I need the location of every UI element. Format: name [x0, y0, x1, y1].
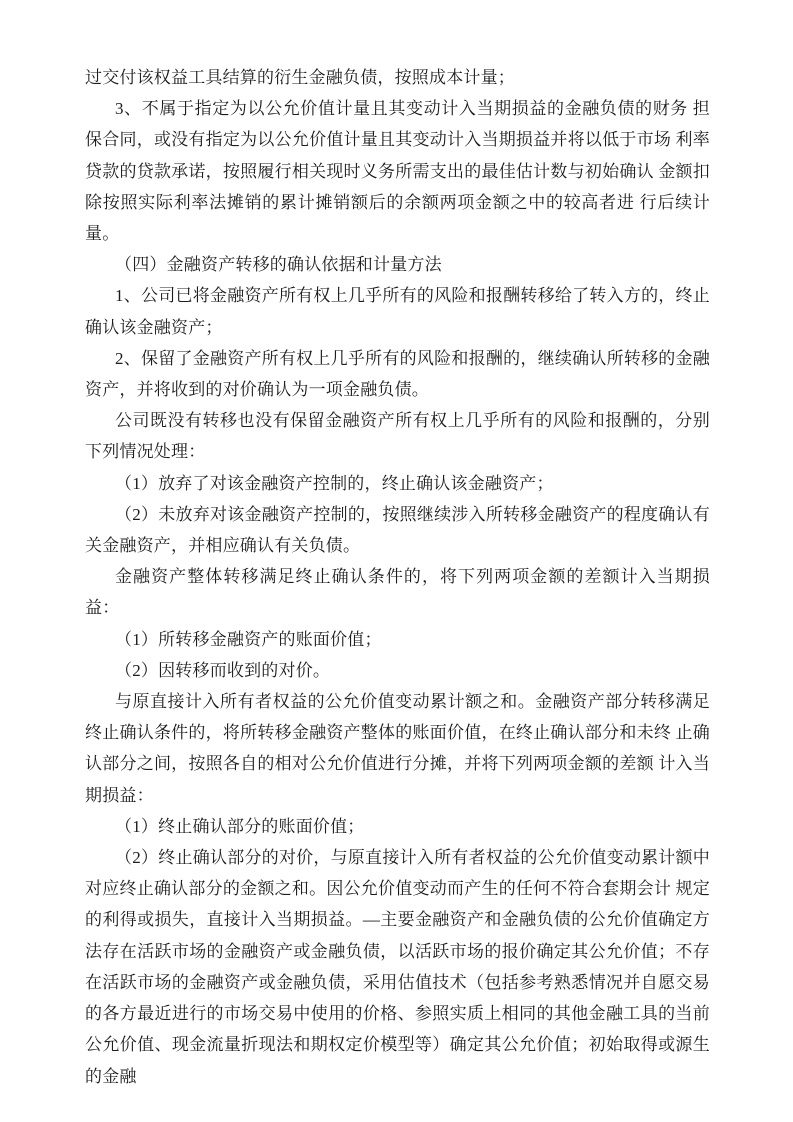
paragraph-subitem-1: （1）放弃了对该金融资产控制的，终止确认该金融资产； — [115, 473, 554, 493]
paragraph-subitem-1: （1）终止确认部分的账面价值； — [115, 816, 365, 836]
document-body — [85, 62, 710, 1092]
paragraph-subitem-1: （1）所转移金融资产的账面价值； — [115, 629, 382, 649]
paragraph: 与原直接计入所有者权益的公允价值变动累计额之和。金融资产部分转移满足终止确认条件的，将所转移金融资产整体的账面价值，在终止确认部分和未终 止确认部分之间，按照各自的相对公允价值进行分摊，并将下列两项金额的差额 计入当期损益： — [85, 692, 710, 805]
paragraph-subitem-2: （2）因转移而收到的对价。 — [115, 660, 331, 680]
paragraph: 公司既没有转移也没有保留金融资产所有权上几乎所有的风险和报酬的，分别下列情况处理： — [85, 411, 710, 462]
paragraph-continuation: 过交付该权益工具结算的衍生金融负债，按照成本计量； — [85, 68, 515, 87]
section-heading-4: （四）金融资产转移的确认依据和计量方法 — [115, 255, 442, 275]
paragraph-subitem-2: （2）终止确认部分的对价，与原直接计入所有者权益的公允价值变动累计额中对应终止确认部分的金额之和。因公允价值变动而产生的任何不符合套期会计 规定的利得或损失，直接计入当期损益。—主要金融资产和金融负债的公允价值确定方法存在活跃市场的金融资产或金融负债，以活跃市场的报价确定其公允价值；不存在活跃市场的金融资产或金融负债，采用估值技术（包括参考熟悉情况并自愿交易的各方最近进行的市场交易中使用的价格、参照实质上相同的其他金融工具的当前公允价值、现金流量折现法和期权定价模型等）确定其公允价值；初始取得或源生的金融 — [85, 848, 710, 1086]
paragraph: 金融资产整体转移满足终止确认条件的，将下列两项金额的差额计入当期损 益： — [85, 567, 710, 618]
paragraph-subitem-2: （2）未放弃对该金融资产控制的，按照继续涉入所转移金融资产的程度确认有关金融资产，并相应确认有关负债。 — [85, 504, 710, 556]
paragraph-item-1: 1、公司已将金融资产所有权上几乎所有的风险和报酬转移给了转入方的，终止确认该金融资产； — [85, 286, 710, 337]
paragraph-item-2: 2、保留了金融资产所有权上几乎所有的风险和报酬的，继续确认所转移的金融资产，并将收到的对价确认为一项金融负债。 — [85, 348, 710, 400]
paragraph-item-3: 3、不属于指定为以公允价值计量且其变动计入当期损益的金融负债的财务 担保合同，或没有指定为以公允价值计量且其变动计入当期损益并将以低于市场 利率贷款的贷款承诺，按照履行相关现时义务所需支出的最佳估计数与初始确认 金额扣除按照实际利率法摊销的累计摊销额后的余额两项金额之中的较高者进 行后续计量。 — [85, 99, 710, 244]
